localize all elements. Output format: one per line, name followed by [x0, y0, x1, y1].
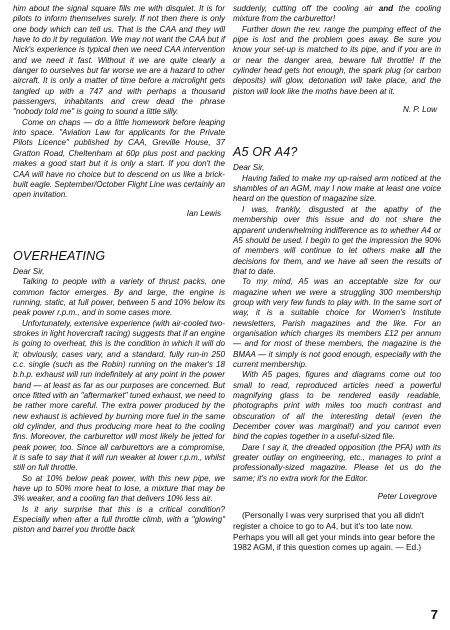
- text-run: suddenly, cutting off the cooling air: [233, 4, 379, 13]
- right-column: [233, 4, 441, 553]
- body-paragraph: Talking to people with a variety of thrust packs, one common factor emerges. By and large, the engine is running, static, at full power, between 5 and 10% below its peak power r.p.m., and in some cases more.: [13, 277, 225, 318]
- emphasis-text: and: [378, 4, 394, 13]
- left-column: [13, 4, 225, 536]
- letter-signature: Peter Lovegrove: [377, 492, 437, 502]
- letter-salutation: Dear Sir,: [233, 163, 265, 173]
- emphasis-text: all: [415, 246, 425, 256]
- body-paragraph: Further down the rev. range the pumping effect of the pipe is lost and the problem goes away. Be sure you know your set-up is matched to its pipe, and if you are in or near the danger area, beware full throttle! If the cylinder head gets hot enough, the spark plug (or carbon deposits) will glow, detonation will take place, and the piston will look like the moths have been at it.: [233, 24, 441, 96]
- body-paragraph: Come on chaps — do a little homework before leaping into space. "Aviation Law for applicants for the Private Pilots Licence" published by CAA, Greville House, 37 Gratton Road, Cheltenham at 60p plus post and packing makes a good start but it is only a start. If you don't the CAA will have no choice but to descend on us like a brick-built eagle. September/October Flight Line was certainly an open invitation.: [13, 117, 225, 200]
- body-paragraph: [233, 205, 441, 277]
- text-run: I was, frankly, disgusted at the apathy of the membership over this issue and do not share the apparent underwhelming indifference as to whether A4 or A5 should be used. I begin to get the impression the 90% of members will continue to let others make: [233, 204, 441, 256]
- body-paragraph: So at 10% below peak power, with this new pipe, we have up to 50% more heat to lose, a mixture that may be 3% weaker, and a cooling fan that delivers 10% less air.: [13, 473, 225, 504]
- body-paragraph: Having failed to make my up-raised arm noticed at the shambles of an AGM, may I now make at least one voice heard on the question of magazine size.: [233, 173, 441, 204]
- editor-note: (Personally I was very surprised that you all didn't register a choice to go to A4, but it's too late now. Perhaps you will all get your minds into gear before the 1982 AGM, if this question comes up again. — Ed.): [233, 510, 436, 553]
- body-paragraph: Unfortunately, extensive experience (with air-cooled two-strokes in light hovercraft racing) suggests that if an engine is going to overheat, this is the condition in which it will do it; obviously, cases vary, and a standard, fully run-in 250 c.c. single (such as the Robin) running on the maker's 18 b.h.p. exhaust will run indefinitely at any point in the power band — at least as far as our purposes are concerned. But once fitted with an "aftermarket" tuned exhaust, we need to be rather more careful. The extra power produced by the new exhaust is achieved by burning more fuel in the same old cylinder, and thus producing more heat to the cooling fins. Moreover, the carburettor will most likely be jetted for peak power, too. Since all carburettors are a compromise, it is safe to say that it will run weaker at lower r.p.m., whilst still on full throttle.: [13, 318, 225, 473]
- body-paragraph: To my mind, A5 was an acceptable size for our magazine when we were a struggling 300 membership group with very few funds to play with. In the same sort of way, it is a suitable choice for Women's Institute newsletters, Parish magazines and the like. For an organisation which charges its members £12 per annum — and for most of these members, the magazine is the BMAA — it simply is not good enough, especially with the current membership.: [233, 277, 441, 369]
- section-heading-a5-or-a4: A5 OR A4?: [233, 145, 298, 160]
- text-run: the cooling mixture from the carburettor!: [233, 4, 442, 24]
- page-number: 7: [430, 607, 438, 622]
- body-paragraph: Dare I say it, the dreaded opposition (the PFA) with its greater outlay on engineering, etc., manages to print a professionally-sized magazine. Please let us do the same; it's no extra work for the Editor.: [233, 442, 441, 483]
- body-paragraph: him about the signal square fills me with disquiet. It is for pilots to inform themselves surely. If not then there is only one body which can tell us. That is the CAA and they will have to do it by regulation. We may not want the CAA but if Nick's experience is typical then we need CAA intervention and we need it fast. Without it we are quite clearly a danger to ourselves but far worse we are a hazard to other aircraft. It is only a matter of time before a microlight gets tangled up with a 747 and with perhaps a thousand passengers, inhabitants and crew dead the phrase "nobody told me" is going to sound a little silly.: [13, 4, 225, 117]
- letter-signature: Ian Lewis: [186, 208, 221, 218]
- letter-salutation: Dear Sir,: [13, 266, 45, 276]
- text-run: the decisions for them, and we have all seen the results of that to date.: [233, 246, 441, 276]
- letter-signature: N. P. Low: [402, 105, 437, 115]
- body-paragraph: [233, 4, 441, 25]
- section-heading-overheating: OVERHEATING: [13, 248, 106, 263]
- body-paragraph: Is it any surprise that this is a critical condition? Especially when after a full throttle climb, with a "glowing" piston and barrel you throttle back: [13, 504, 225, 535]
- body-paragraph: With A5 pages, figures and diagrams come out too small to read, reproduced articles need a powerful magnifying glass to be rendered easily readable, photographs print with miles too much contrast and obscuration of all the interesting detail (even the December cover was marginal!) and you cannot even bind the copies together in a useful-sized file.: [233, 370, 441, 442]
